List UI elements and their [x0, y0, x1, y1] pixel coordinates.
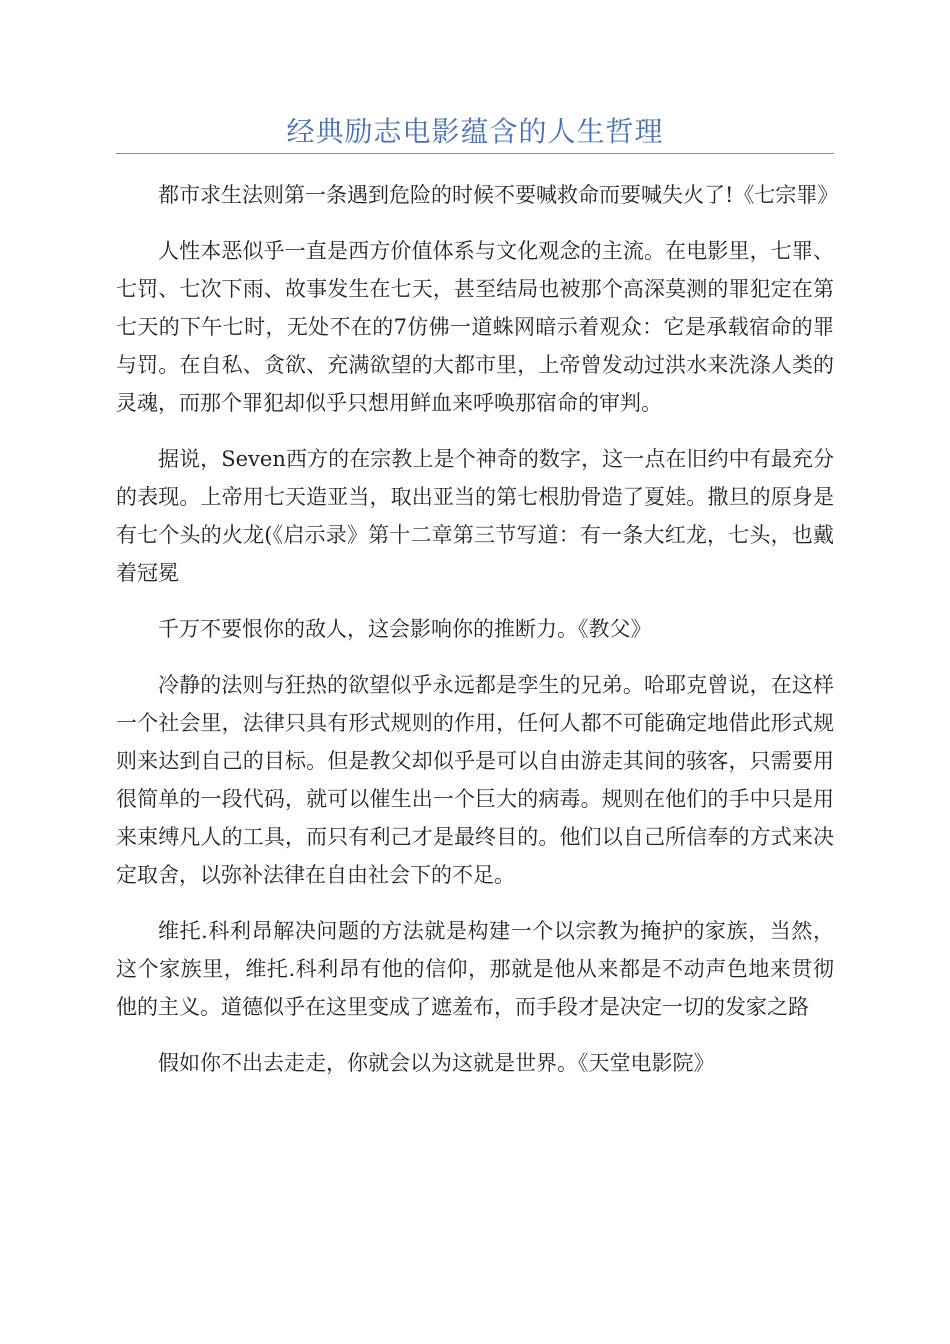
paragraph-4: 千万不要恨你的敌人，这会影响你的推断力。《教父》: [158, 617, 652, 641]
document-title: 经典励志电影蕴含的人生哲理: [286, 115, 664, 148]
paragraph-2: 人性本恶似乎一直是西方价值体系与文化观念的主流。在电影里，七罪、七罚、七次下雨、故事发生在七天，甚至结局也被那个高深莫测的罪犯定在第七天的下午七时，无处不在的7仿佛一道蛛网暗示着观众：它是承载宿命的罪与罚。在自私、贪欲、充满欲望的大都市里，上帝曾发动过洪水来洗涤人类的灵魂，而那个罪犯却似乎只想用鲜血来呼唤那宿命的审判。: [116, 239, 834, 415]
title-underline: [116, 153, 834, 154]
document-body: [116, 176, 839, 1100]
paragraph-6: 维托.科利昂解决问题的方法就是构建一个以宗教为掩护的家族，当然，这个家族里，维托.科利昂有他的信仰，那就是他从来都是不动声色地来贯彻他的主义。道德似乎在这里变成了遮羞布，而手段才是决定一切的发家之路: [116, 919, 834, 1019]
paragraph-1: 都市求生法则第一条遇到危险的时候不要喊救命而要喊失火了!《七宗罪》: [158, 183, 839, 207]
paragraph-3: 据说，Seven西方的在宗教上是个神奇的数字，这一点在旧约中有最充分的表现。上帝用七天造亚当，取出亚当的第七根肋骨造了夏娃。撒旦的原身是有七个头的火龙(《启示录》第十二章第三节写道：有一条大红龙，七头，也戴着冠冕: [116, 447, 834, 585]
paragraph-5: 冷静的法则与狂热的欲望似乎永远都是孪生的兄弟。哈耶克曾说，在这样一个社会里，法律只具有形式规则的作用，任何人都不可能确定地借此形式规则来达到自己的目标。但是教父却似乎是可以自由游走其间的骇客，只需要用很简单的一段代码，就可以催生出一个巨大的病毒。规则在他们的手中只是用来束缚凡人的工具，而只有利己才是最终目的。他们以自己所信奉的方式来决定取舍，以弥补法律在自由社会下的不足。: [116, 673, 834, 887]
paragraph-7: 假如你不出去走走，你就会以为这就是世界。《天堂电影院》: [158, 1051, 715, 1075]
